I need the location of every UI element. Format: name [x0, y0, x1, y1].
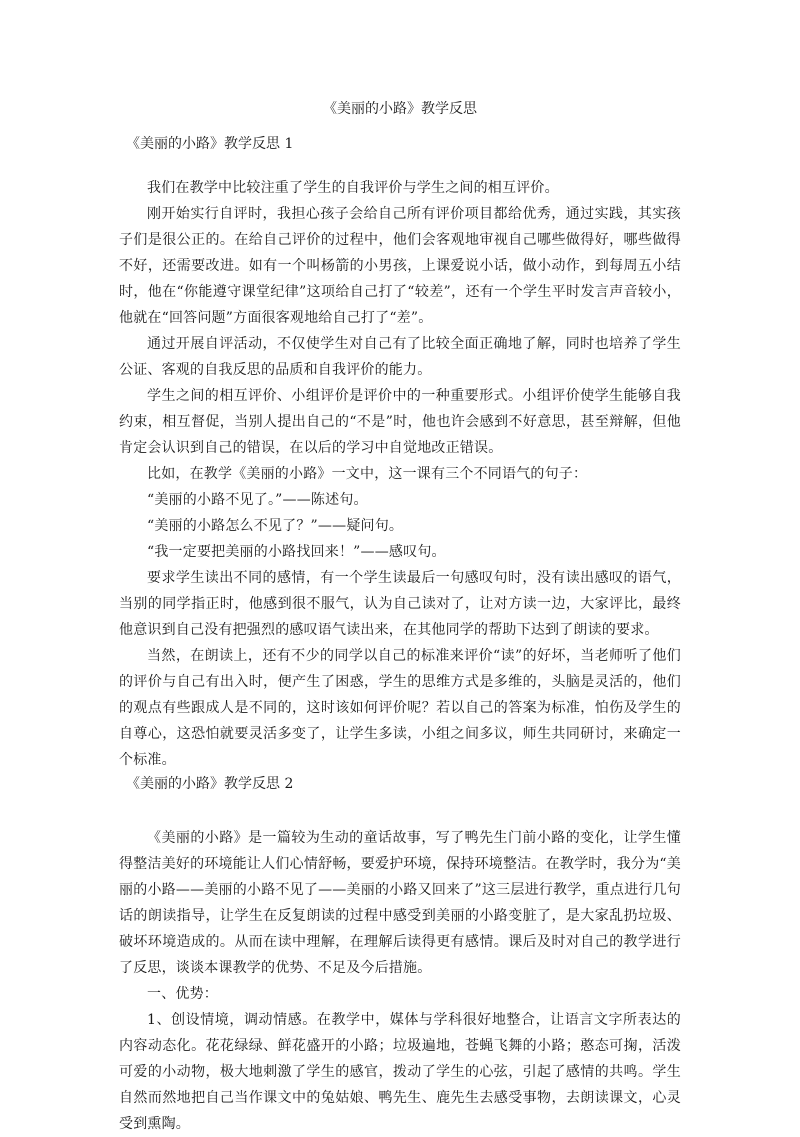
section-1-paragraph: 通过开展自评活动，不仅使学生对自己有了比较全面正确地了解，同时也培养了学生公证、客观的自我反思的品质和自我评价的能力。 — [119, 336, 681, 378]
example-sentence-exclamation: “我一定要把美丽的小路找回来！”——感叹句。 — [147, 544, 446, 560]
section-1-paragraph: 刚开始实行自评时，我担心孩子会给自己所有评价项目都给优秀，通过实践，其实孩子们是很公正的。在给自己评价的过程中，他们会客观地审视自己哪些做得好，哪些做得不好，还需要改进。如有一个叫杨箭的小男孩，上课爱说小话，做小动作，到每周五小结时，他在“你能遵守课堂纪律”这项给自己打了“较差”，还有一个学生平时发言声音较小，他就在“回答问题”方面很客观地给自己打了“差”。 — [119, 206, 681, 326]
document-body — [119, 133, 681, 1137]
subsection-heading-advantages: 一、优势： — [147, 986, 218, 1002]
section-1-paragraph: 当然，在朗读上，还有不少的同学以自己的标准来评价“读”的好坏，当老师听了他们的评价与自己有出入时，便产生了困惑，学生的思维方式是多维的，头脑是灵活的，他们的观点有些跟成人是不同的，这时该如何评价呢？若以自己的答案为标准，怕伤及学生的自尊心，这恐怕就要灵活多变了，让学生多读，小组之间多议，师生共同研讨，来确定一个标准。 — [119, 648, 681, 768]
example-sentence-question: “美丽的小路怎么不见了？”——疑问句。 — [147, 518, 404, 534]
section-1-paragraph: 学生之间的相互评价、小组评价是评价中的一种重要形式。小组评价使学生能够自我约束，相互督促，当别人提出自己的“不是”时，他也许会感到不好意思，甚至辩解，但他肯定会认识到自己的错误，在以后的学习中自觉地改正错误。 — [119, 388, 681, 456]
document-title: 《美丽的小路》教学反思 — [323, 101, 477, 117]
section-1-paragraph: 我们在教学中比较注重了学生的自我评价与学生之间的相互评价。 — [147, 180, 559, 196]
section-1-paragraph: 要求学生读出不同的感情，有一个学生读最后一句感叹句时，没有读出感叹的语气，当别的同学指正时，他感到很不服气，认为自己读对了，让对方读一边，大家评比，最终他意识到自己没有把强烈的感叹语气读出来，在其他同学的帮助下达到了朗读的要求。 — [119, 570, 681, 638]
section-2-paragraph: 《美丽的小路》是一篇较为生动的童话故事，写了鸭先生门前小路的变化，让学生懂得整洁美好的环境能让人们心情舒畅，要爱护环境，保持环境整洁。在教学时，我分为“美丽的小路——美丽的小路不见了——美丽的小路又回来了”这三层进行教学，重点进行几句话的朗读指导，让学生在反复朗读的过程中感受到美丽的小路变脏了，是大家乱扔垃圾、破坏环境造成的。从而在读中理解，在理解后读得更有感情。课后及时对自己的教学进行了反思，谈谈本课教学的优势、不足及今后措施。 — [119, 830, 681, 976]
example-sentence-declarative: “美丽的小路不见了。”——陈述句。 — [147, 492, 368, 508]
section-2-paragraph: 1、创设情境，调动情感。在教学中，媒体与学科很好地整合，让语言文字所表达的内容动态化。花花绿绿、鲜花盛开的小路；垃圾遍地，苍蝇飞舞的小路；憨态可掬，活泼可爱的小动物，极大地刺激了学生的感官，拨动了学生的心弦，引起了感情的共鸣。学生自然而然地把自己当作课文中的兔姑娘、鸭先生、鹿先生去感受事物，去朗读课文，心灵受到熏陶。 — [119, 1012, 681, 1132]
section-1-heading: 《美丽的小路》教学反思 1 — [126, 136, 294, 152]
section-2-heading: 《美丽的小路》教学反思 2 — [126, 776, 294, 792]
section-1-paragraph: 比如，在教学《美丽的小路》一文中，这一课有三个不同语气的句子： — [147, 466, 588, 482]
